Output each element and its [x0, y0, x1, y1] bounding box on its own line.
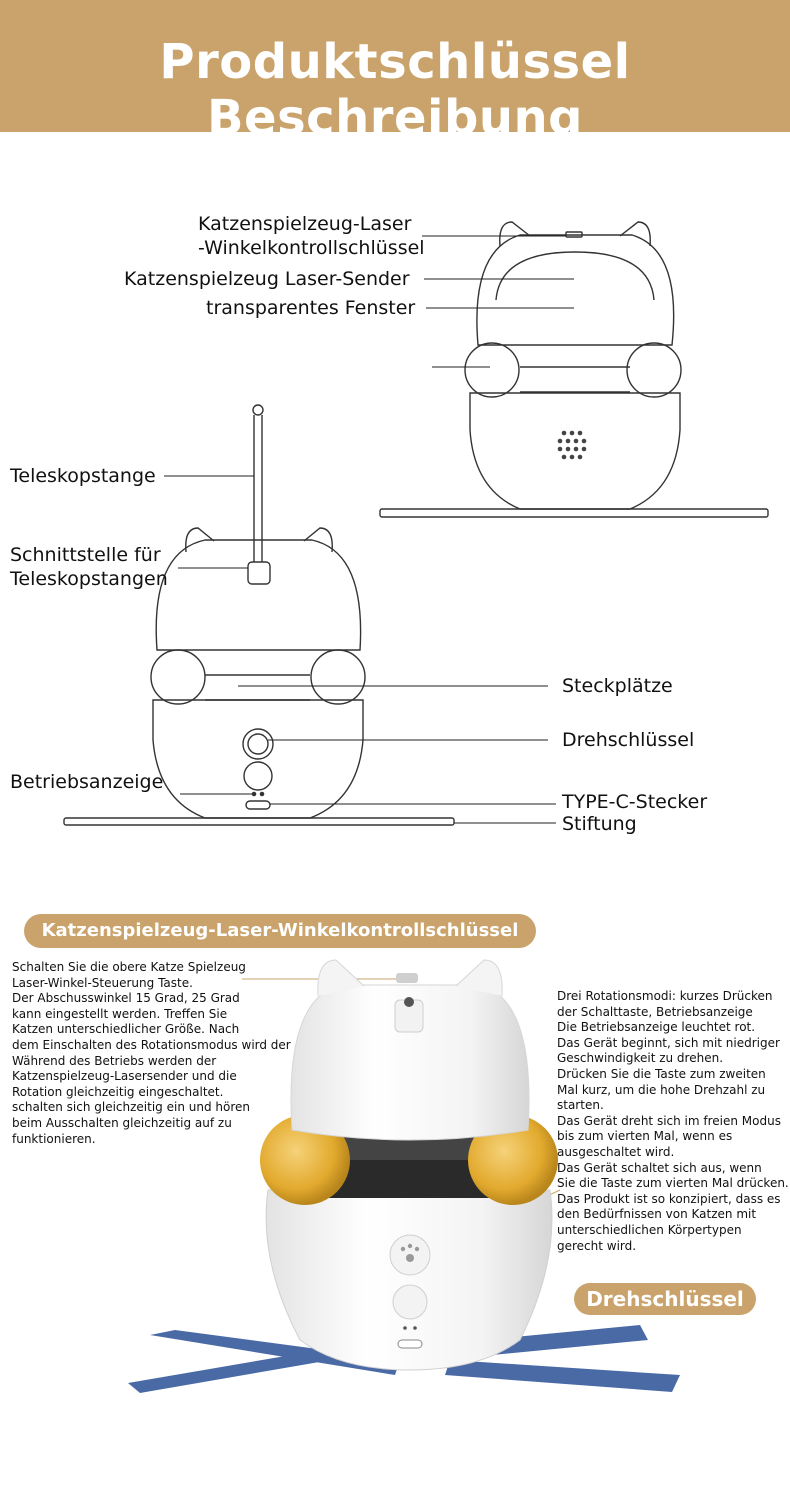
para-line: Drei Rotationsmodi: kurzes Drücken: [557, 989, 773, 1003]
para-line: Das Gerät beginnt, sich mit niedriger: [557, 1035, 780, 1050]
para-line: bis zum vierten Mal, wenn es: [557, 1129, 733, 1144]
section-pill-angle-key: Katzenspielzeug-Laser-Winkelkontrollschlüssel: [24, 914, 536, 948]
para-line: Sie die Taste zum vierten Mal drücken.: [557, 1176, 789, 1191]
label-rod-interface-2: Teleskopstangen: [10, 568, 168, 590]
para-line: Katzenspielzeug-Lasersender und die: [12, 1069, 237, 1084]
label-pin: Stiftung: [562, 813, 637, 835]
para-line: Geschwindigkeit zu drehen.: [557, 1051, 724, 1066]
para-line: Das Gerät schaltet sich aus, wenn: [557, 1160, 762, 1175]
para-line: beim Ausschalten gleichzeitig auf zu: [12, 1115, 232, 1130]
label-rotary-key: Drehschlüssel: [562, 729, 695, 751]
para-line: Drücken Sie die Taste zum zweiten: [557, 1066, 766, 1081]
para-line: den Bedürfnissen von Katzen mit: [557, 1207, 757, 1222]
label-rod-interface-1: Schnittstelle für: [10, 544, 161, 566]
para-line: kann eingestellt werden. Treffen Sie: [12, 1006, 228, 1021]
label-slots: Steckplätze: [562, 675, 673, 697]
para-line: Der Abschusswinkel 15 Grad, 25 Grad: [12, 991, 240, 1006]
para-line: starten.: [557, 1098, 604, 1113]
para-line: funktionieren.: [12, 1131, 96, 1146]
para-line: gerecht wird.: [557, 1238, 637, 1253]
paragraph-rotary-key: [557, 989, 789, 1254]
paragraph-angle-key: [12, 960, 291, 1147]
label-telescopic-rod: Teleskopstange: [10, 465, 156, 487]
para-line: der Schalttaste, Betriebsanzeige: [557, 1004, 753, 1019]
label-emitter: Katzenspielzeug Laser-Sender: [124, 268, 410, 290]
para-line: Mal kurz, um die hohe Drehzahl zu: [557, 1082, 766, 1097]
label-angle-key-1: Katzenspielzeug-Laser: [198, 213, 412, 235]
section-pill-rotary-key: Drehschlüssel: [574, 1283, 756, 1315]
para-line: Während des Betriebs werden der: [12, 1053, 217, 1068]
para-line: Rotation gleichzeitig eingeschaltet.: [12, 1084, 224, 1099]
para-line: dem Einschalten des Rotationsmodus wird der: [12, 1037, 291, 1052]
para-line: schalten sich gleichzeitig ein und hören: [12, 1100, 250, 1115]
label-typec: TYPE-C-Stecker: [562, 791, 708, 813]
para-line: Die Betriebsanzeige leuchtet rot.: [557, 1020, 756, 1035]
label-indicator: Betriebsanzeige: [10, 771, 164, 793]
page-title: Produktschlüssel Beschreibung: [159, 34, 631, 146]
para-line: Das Gerät dreht sich im freien Modus: [557, 1113, 781, 1128]
para-line: ausgeschaltet wird.: [557, 1144, 675, 1159]
para-line: Laser-Winkel-Steuerung Taste.: [12, 975, 193, 990]
device-drawing-top: [380, 222, 768, 517]
para-line: Das Produkt ist so konzipiert, dass es: [557, 1191, 781, 1206]
label-angle-key-2: -Winkelkontrollschlüssel: [198, 237, 425, 259]
para-line: unterschiedlichen Körpertypen: [557, 1222, 742, 1237]
para-line: Schalten Sie die obere Katze Spielzeug: [12, 960, 246, 974]
para-line: Katzen unterschiedlicher Größe. Nach: [12, 1022, 240, 1037]
label-window: transparentes Fenster: [206, 297, 416, 319]
